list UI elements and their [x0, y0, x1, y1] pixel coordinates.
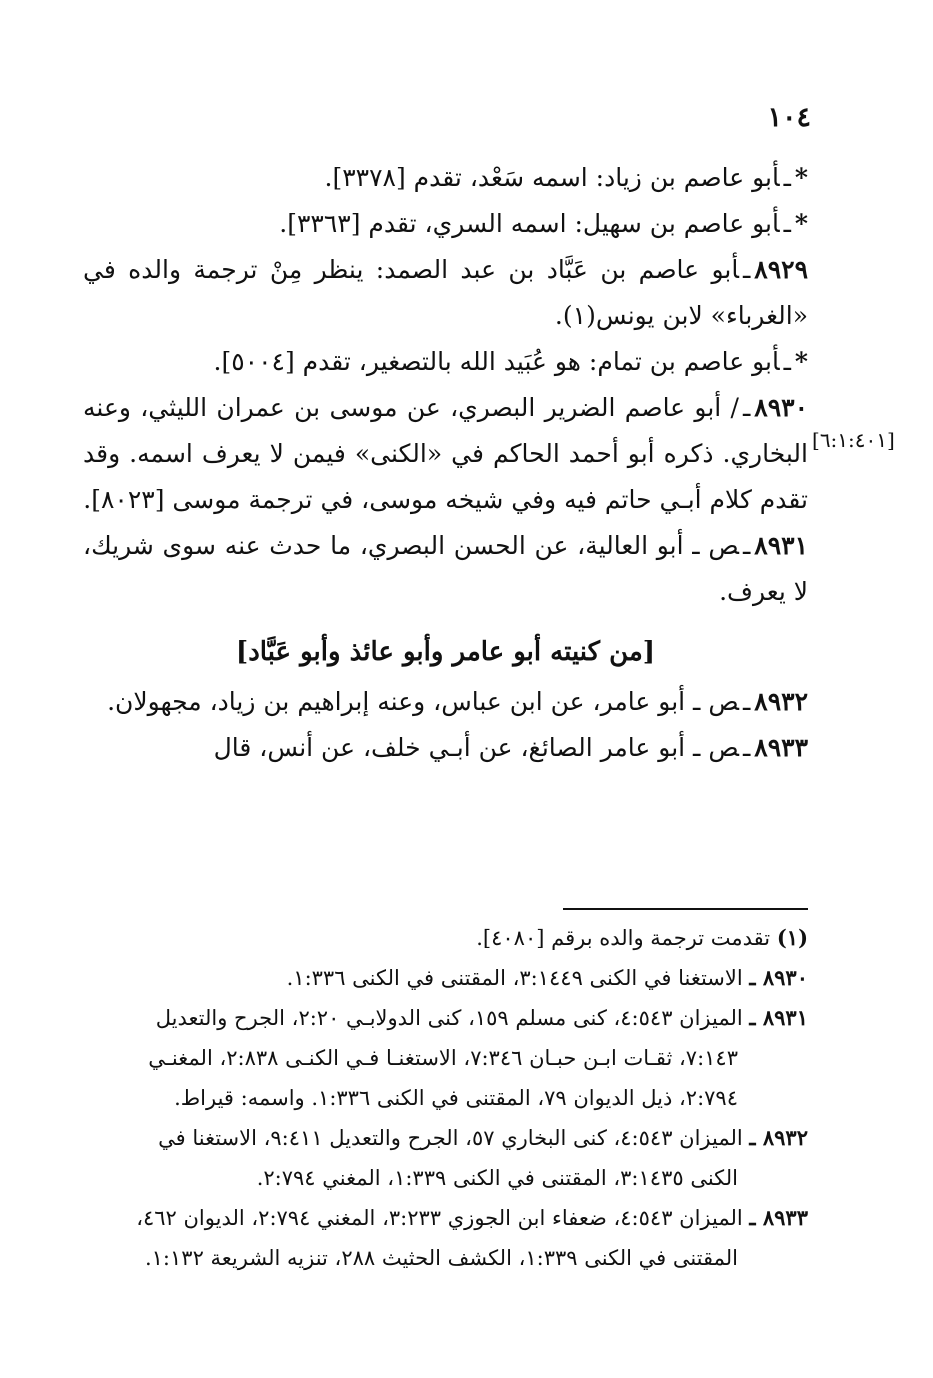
footnote-line — [83, 1118, 808, 1158]
entries-top — [83, 155, 808, 615]
entry-dash: ـ — [742, 687, 751, 716]
entry — [83, 201, 808, 247]
footnote-label: ٨٩٣٣ ـ — [749, 1205, 808, 1230]
entry-dash: ـ — [783, 209, 791, 238]
entry-number: ٨٩٣٣ — [754, 733, 808, 762]
entry-marker: * — [794, 163, 808, 192]
entry — [83, 247, 808, 339]
footnote-divider — [563, 908, 808, 910]
entry — [83, 523, 808, 615]
entry-text: أبو عاصم بن عَبَّاد بن عبد الصمد: ينظر مِنْ ترجمة والده في «الغرباء» لابن يونس(١). — [83, 255, 808, 330]
footnote-label: ٨٩٣١ ـ — [749, 1005, 808, 1030]
footnote — [83, 1118, 808, 1198]
side-reference: [٦:١:٤٠١] — [812, 428, 895, 452]
entry-number: ٨٩٣٠ — [754, 393, 808, 422]
main-text — [83, 155, 808, 771]
entry-text: أبو عاصم بن سهيل: اسمه السري، تقدم [٣٣٦٣]. — [279, 209, 780, 238]
footnote-text: الاستغنا في الكنى ٣:١٤٤٩، المقتنى في الكنى ١:٣٣٦. — [286, 966, 743, 990]
entry-dash: ـ — [742, 531, 751, 560]
entry-dash: ـ — [742, 393, 751, 422]
entry-dash: ـ — [783, 347, 791, 376]
section-heading: [من كنيته أبو عامر وأبو عائذ وأبو عَبَّاد] — [235, 637, 656, 667]
footnote-label: (١) — [776, 925, 808, 950]
entry-number: ٨٩٢٩ — [754, 255, 808, 284]
footnote — [83, 1198, 808, 1278]
footnote-line — [83, 998, 808, 1038]
footnote-text: تقدمت ترجمة والده برقم [٤٠٨٠]. — [476, 926, 771, 950]
footnote-text: الكنى ٣:١٤٣٥، المقتنى في الكنى ١:٣٣٩، المغني ٢:٧٩٤. — [256, 1166, 738, 1190]
footnote-text: ٢:٧٩٤، ذيل الديوان ٧٩، المقتنى في الكنى ١:٣٣٦. واسمه: قيراط. — [174, 1086, 738, 1110]
footnote-text: الميزان ٤:٥٤٣، كنى مسلم ١٥٩، كنى الدولابـي ٢:٢٠، الجرح والتعديل — [155, 1006, 743, 1030]
footnote-line — [83, 1158, 808, 1198]
entry-number: ٨٩٣١ — [754, 531, 808, 560]
entry-number: ٨٩٣٢ — [754, 687, 808, 716]
entry — [83, 385, 808, 523]
footnote-text: الميزان ٤:٥٤٣، كنى البخاري ٥٧، الجرح والتعديل ٩:٤١١، الاستغنا في — [158, 1126, 743, 1150]
entry-text: ص ـ أبو عامر، عن ابن عباس، وعنه إبراهيم بن زياد، مجهولان. — [107, 687, 739, 716]
entry-text: أبو عاصم بن تمام: هو عُبَيد الله بالتصغير، تقدم [٥٠٠٤]. — [213, 347, 780, 376]
footnote-line — [83, 1038, 808, 1078]
entries-bottom — [83, 679, 808, 771]
footnote — [83, 958, 808, 998]
footnote-line — [83, 1198, 808, 1238]
entry — [83, 725, 808, 771]
footnote-label: ٨٩٣٢ ـ — [749, 1125, 808, 1150]
footnote-label: ٨٩٣٠ ـ — [749, 965, 808, 990]
footnote-line — [83, 1078, 808, 1118]
footnotes — [83, 918, 808, 1278]
entry-text: أبو عاصم بن زياد: اسمه سَعْد، تقدم [٣٣٧٨]. — [324, 163, 780, 192]
footnote-text: ٧:١٤٣، ثقـات ابـن حبـان ٧:٣٤٦، الاستغنـا فـي الكنـى ٢:٨٣٨، المغنـي — [148, 1046, 738, 1070]
entry-marker: * — [794, 347, 808, 376]
footnote — [83, 998, 808, 1118]
entry-text: ص ـ أبو عامر الصائغ، عن أبـي خلف، عن أنس، قال — [213, 733, 739, 762]
entry-marker: * — [794, 209, 808, 238]
entry — [83, 339, 808, 385]
entry-text: ص ـ أبو العالية، عن الحسن البصري، ما حدث عنه سوى شريك، لا يعرف. — [83, 531, 808, 606]
footnote — [83, 918, 808, 958]
footnote-line — [83, 1238, 808, 1278]
entry — [83, 155, 808, 201]
entry-dash: ـ — [742, 255, 751, 284]
footnote-text: الميزان ٤:٥٤٣، ضعفاء ابن الجوزي ٣:٢٣٣، المغني ٢:٧٩٤، الديوان ٤٦٢، — [136, 1206, 743, 1230]
entry-text: / أبو عاصم الضرير البصري، عن موسى بن عمران الليثي، وعنه البخاري. ذكره أبو أحمد الحاكم في «الكنى» فيمن لا يعرف اسمه. وقد تقدم كلام أبـي حاتم فيه وفي شيخه موسى، في ترجمة موسى [٨٠٢٣]. — [83, 393, 808, 514]
entry-dash: ـ — [783, 163, 791, 192]
footnote-text: المقتنى في الكنى ١:٣٣٩، الكشف الحثيث ٢٨٨، تنزيه الشريعة ١:١٣٢. — [144, 1246, 738, 1270]
entry — [83, 679, 808, 725]
page-number: ١٠٤ — [767, 102, 811, 133]
entry-dash: ـ — [742, 733, 751, 762]
footnote-line — [83, 958, 808, 998]
footnote-line — [83, 918, 808, 958]
